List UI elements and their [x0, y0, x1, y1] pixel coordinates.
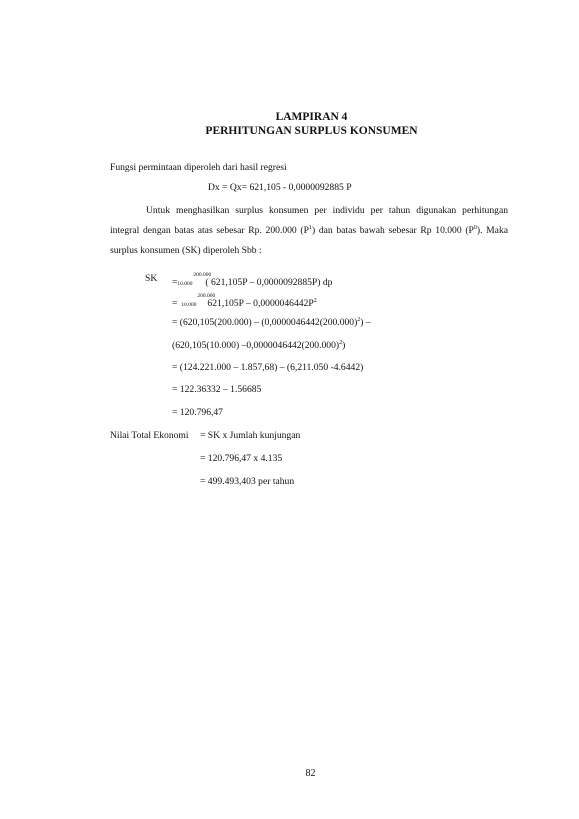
sk-equation-1: = 10.000 200.000 ( 621,105P – 0,0000092885P) dp — [172, 272, 333, 288]
appendix-subtitle: PERHITUNGAN SURPLUS KONSUMEN — [205, 125, 418, 137]
sk-equation-4: (620,105(10.000) $-0,0000046442(200.000)^2$) — [172, 339, 346, 351]
sk-equation-3: = ($620,105(200.000) - (0,0000046442(200.000)^2)$ – — [172, 316, 371, 328]
paragraph-line-2: integral dengan batas atas sebesar Rp. 200.000 $(P^1)$ dan batas bawah sebesar Rp 10.000 $(P^0)$. Maka — [110, 224, 508, 236]
nte-equation-2: = 120.796,47 x 4.135 — [200, 453, 283, 464]
sk-equation-6: = 122.36332 – 1.56685 — [172, 384, 262, 395]
sk-equation-5: = (124.221.000 – 1.857,68) – (6,211.050 -4.6442) — [172, 362, 364, 373]
page-number: 82 — [305, 768, 316, 779]
sk-equation-2: = 10.000 200.000 $621,105P - 0,0000046442P^2$ — [172, 293, 317, 309]
nte-equation-3: = 499.493,403 per tahun — [200, 476, 295, 487]
appendix-title: LAMPIRAN 4 — [275, 111, 348, 123]
nte-equation-1: = SK x Jumlah kunjungan — [200, 430, 301, 441]
paragraph-line-1: Untuk menghasilkan surplus konsumen per individu per tahun digunakan perhitungan — [146, 205, 508, 216]
sk-label: SK — [145, 273, 158, 284]
sk-equation-7: = 120.796,47 — [172, 407, 223, 418]
demand-function: Dx = Qx= 621,105 - 0,0000092885 P — [208, 182, 352, 193]
nte-label: Nilai Total Ekonomi — [110, 430, 189, 441]
explanation-paragraph — [110, 205, 508, 265]
paragraph-line-3: surplus konsumen (SK) diperoleh Sbb : — [110, 245, 262, 256]
intro-text: Fungsi permintaan diperoleh dari hasil regresi — [110, 162, 287, 173]
